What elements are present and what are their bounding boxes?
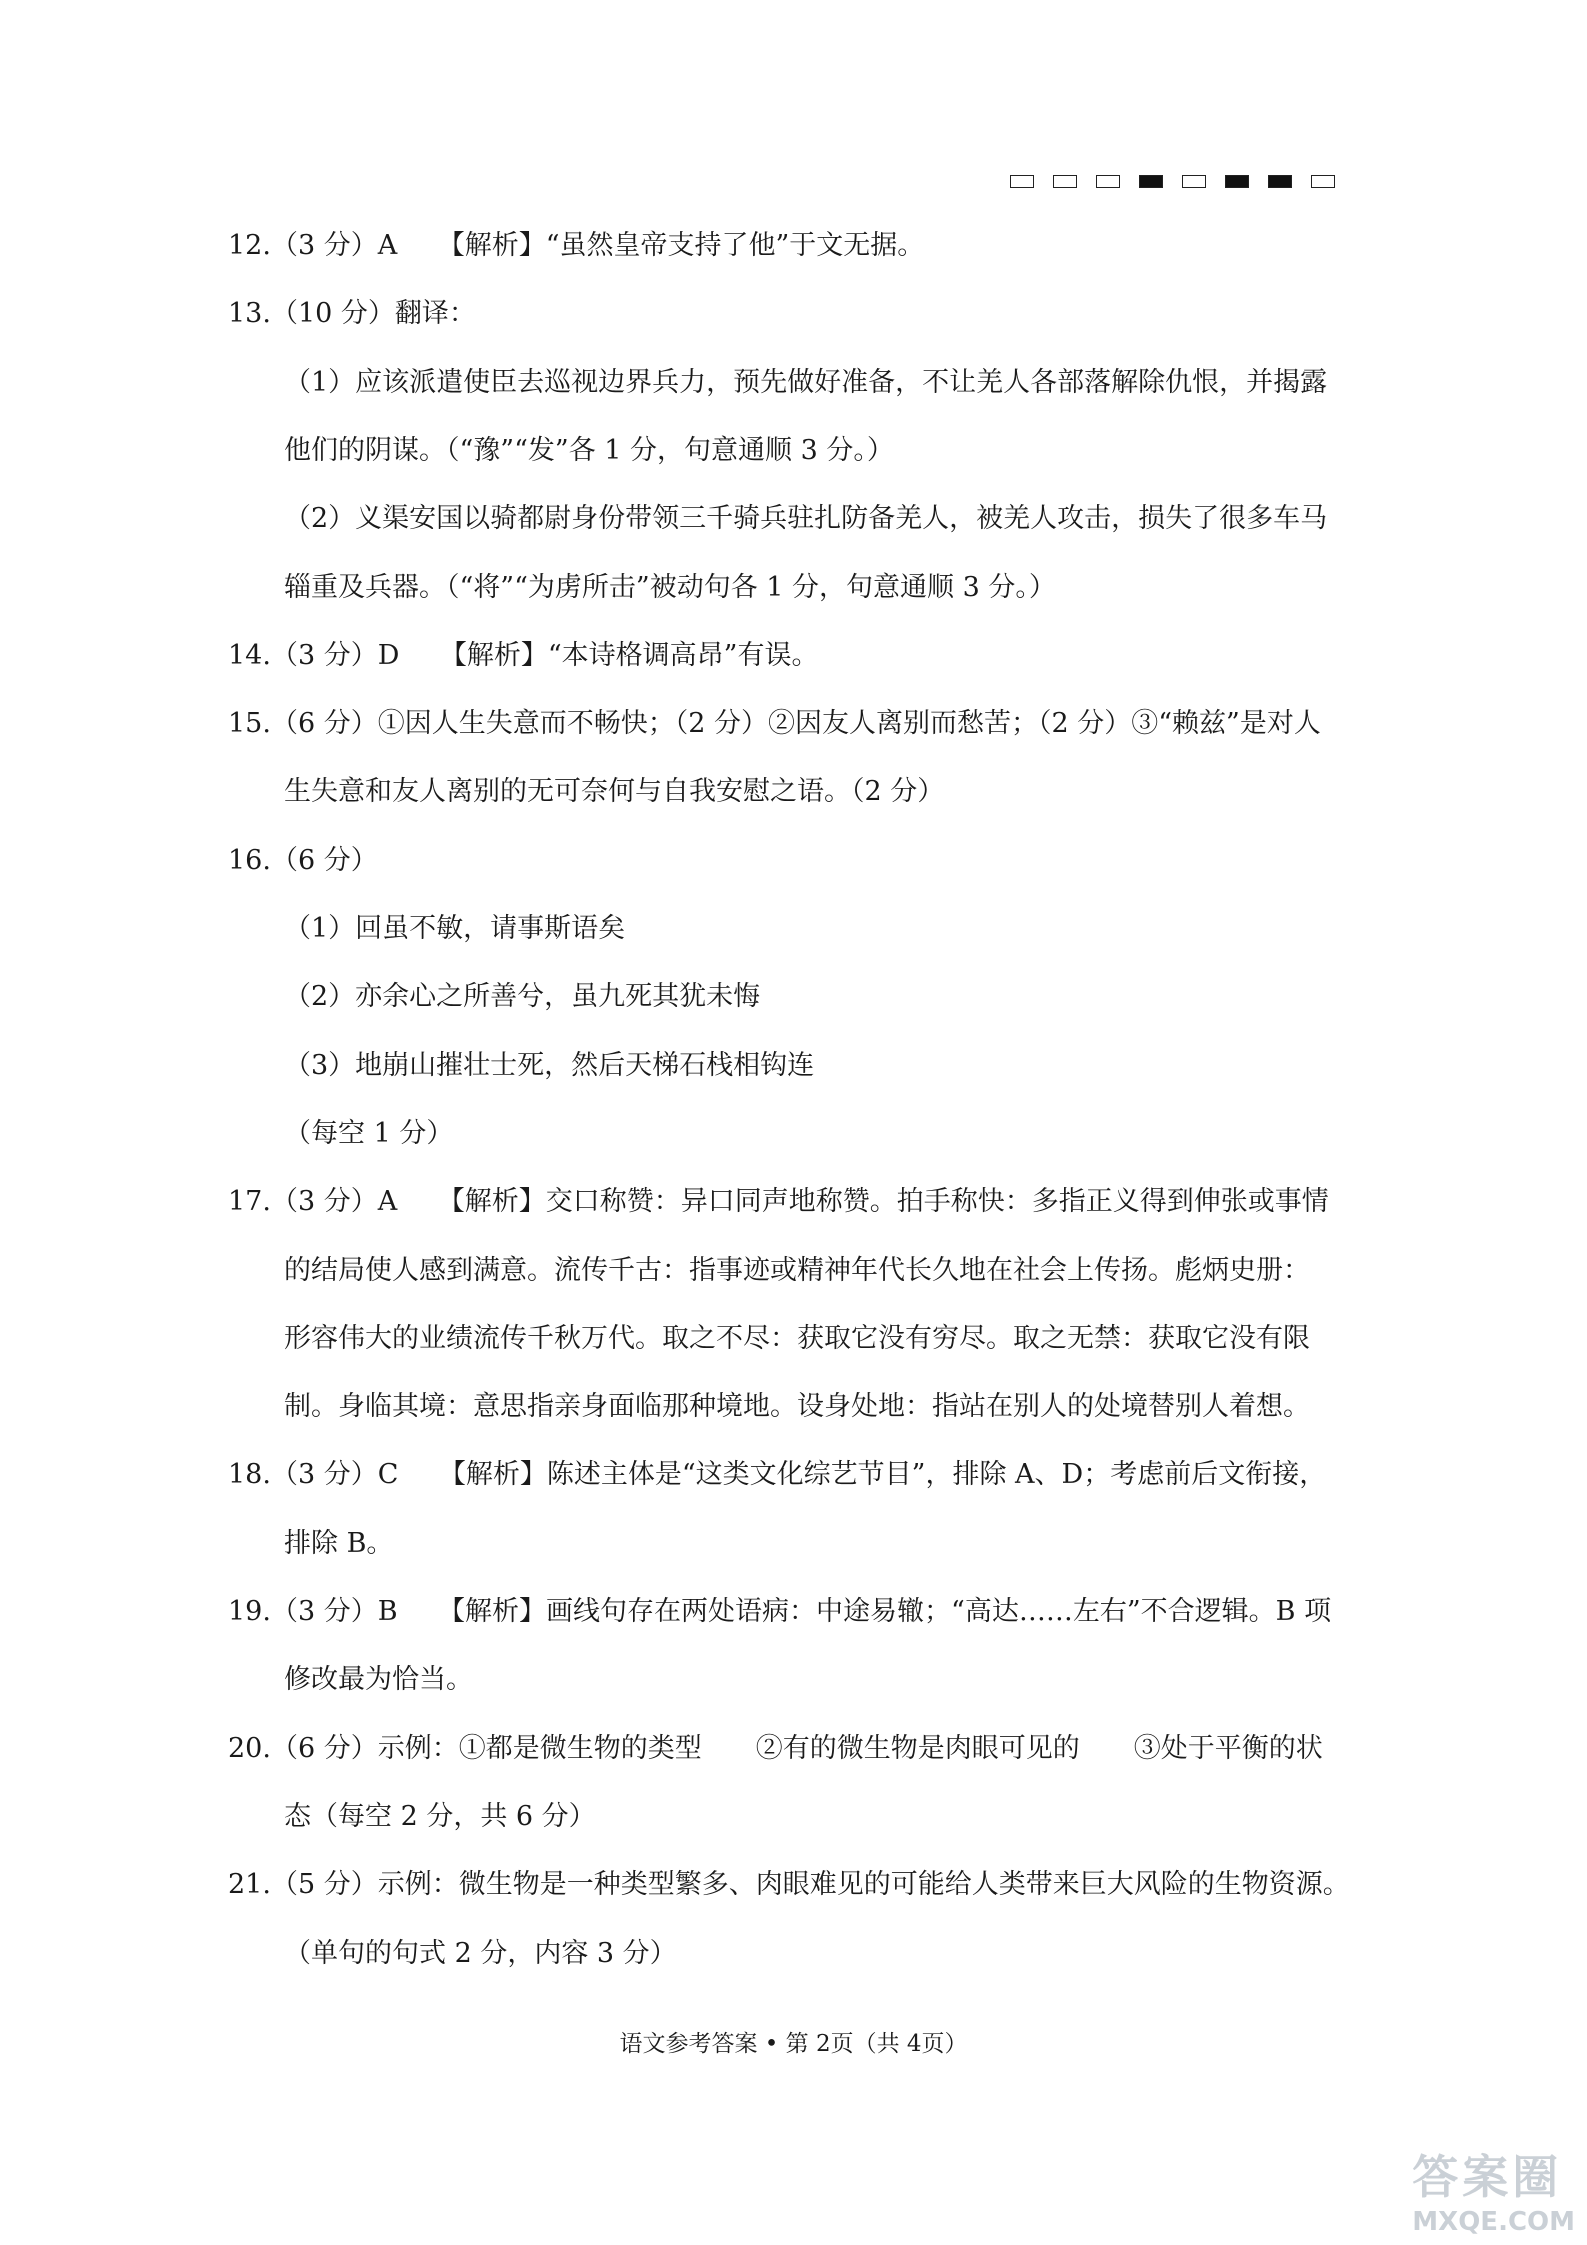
answer-line: 形容伟大的业绩流传千秋万代。取之不尽：获取它没有穷尽。取之无禁：获取它没有限 <box>284 1323 1310 1354</box>
answer-line: 21.（5 分）示例：微生物是一种类型繁多、肉眼难见的可能给人类带来巨大风险的生物资源。 <box>228 1869 1350 1900</box>
filled-marker-box <box>1225 175 1249 188</box>
answer-line: 排除 B。 <box>284 1528 394 1559</box>
empty-marker-box <box>1096 175 1120 188</box>
answer-line: （每空 1 分） <box>284 1118 454 1149</box>
answer-line: 辎重及兵器。（“将”“为虏所击”被动句各 1 分，句意通顺 3 分。） <box>284 572 1056 603</box>
empty-marker-box <box>1182 175 1206 188</box>
answer-line: 生失意和友人离别的无可奈何与自我安慰之语。（2 分） <box>284 776 945 807</box>
watermark-logo-text: 答案圈 <box>1412 2150 1563 2204</box>
answer-line: 20.（6 分）示例：①都是微生物的类型 ②有的微生物是肉眼可见的 ③处于平衡的状 <box>228 1733 1323 1764</box>
empty-marker-box <box>1010 175 1034 188</box>
answer-line: 16.（6 分） <box>228 845 378 876</box>
answer-line: 12.（3 分）A 【解析】“虽然皇帝支持了他”于文无据。 <box>228 230 925 261</box>
filled-marker-box <box>1139 175 1163 188</box>
answer-line: 15.（6 分）①因人生失意而不畅快；（2 分）②因友人离别而愁苦；（2 分）③“赖兹”是对人 <box>228 708 1321 739</box>
answer-line: 态（每空 2 分，共 6 分） <box>284 1801 596 1832</box>
answer-line: 18.（3 分）C 【解析】陈述主体是“这类文化综艺节目”，排除 A、D；考虑前后文衔接， <box>228 1459 1327 1490</box>
filled-marker-box <box>1268 175 1292 188</box>
empty-marker-box <box>1311 175 1335 188</box>
answer-line: 14.（3 分）D 【解析】“本诗格调高昂”有误。 <box>228 640 819 671</box>
answer-line: 19.（3 分）B 【解析】画线句存在两处语病：中途易辙；“高达……左右”不合逻辑。B 项 <box>228 1596 1332 1627</box>
answer-line: 制。身临其境：意思指亲身面临那种境地。设身处地：指站在别人的处境替别人着想。 <box>284 1391 1310 1422</box>
answer-line: （单句的句式 2 分，内容 3 分） <box>284 1938 677 1969</box>
answer-line: 的结局使人感到满意。流传千古：指事迹或精神年代长久地在社会上传扬。彪炳史册： <box>284 1255 1310 1286</box>
watermark-url: MXQE.COM <box>1412 2207 1575 2237</box>
answer-line: 他们的阴谋。（“豫”“发”各 1 分，句意通顺 3 分。） <box>284 435 894 466</box>
answer-line: （1）应该派遣使臣去巡视边界兵力，预先做好准备，不让羌人各部落解除仇恨，并揭露 <box>284 367 1328 398</box>
answer-line: （1）回虽不敏，请事斯语矣 <box>284 913 626 944</box>
answer-sheet-marker-boxes <box>1010 175 1335 188</box>
answer-line: 13.（10 分）翻译： <box>228 298 476 329</box>
answer-line: （2）义渠安国以骑都尉身份带领三千骑兵驻扎防备羌人，被羌人攻击，损失了很多车马 <box>284 503 1328 534</box>
page-footer: 语文参考答案 • 第 2页（共 4页） <box>619 2031 968 2057</box>
answer-line: （3）地崩山摧壮士死，然后天梯石栈相钩连 <box>284 1050 815 1081</box>
answer-line: 修改最为恰当。 <box>284 1664 473 1695</box>
answer-line: 17.（3 分）A 【解析】交口称赞：异口同声地称赞。拍手称快：多指正义得到伸张或事情 <box>228 1186 1329 1217</box>
empty-marker-box <box>1053 175 1077 188</box>
answer-line: （2）亦余心之所善兮，虽九死其犹未悔 <box>284 981 761 1012</box>
watermark-logo <box>1412 2141 1575 2237</box>
